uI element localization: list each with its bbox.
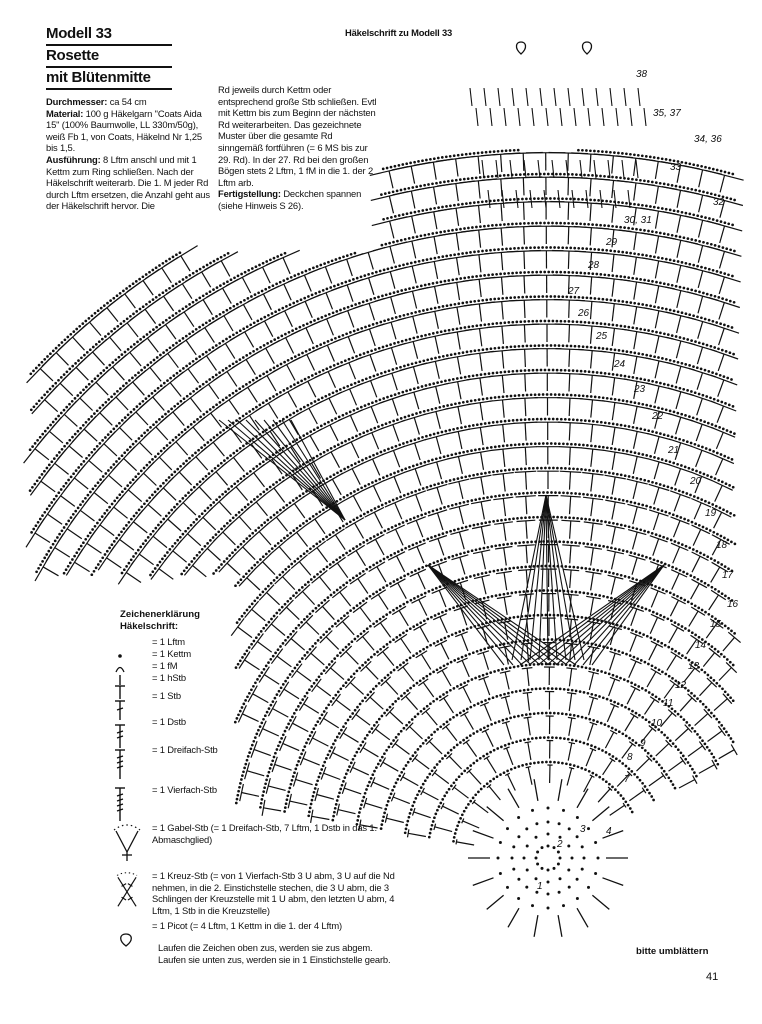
- round-label: 29: [606, 237, 618, 248]
- round-label: 9: [640, 738, 646, 749]
- model-number: Modell 33: [46, 24, 172, 46]
- cross-stitch-icon: [112, 870, 142, 910]
- round-label: 30, 31: [624, 215, 652, 226]
- round-label: 3: [580, 824, 586, 835]
- round-label: 7: [624, 774, 630, 785]
- pattern-title-line2: mit Blütenmitte: [46, 68, 172, 90]
- round-label: 21: [668, 445, 680, 456]
- round-label: 33: [670, 162, 682, 173]
- round-label: 15: [710, 619, 722, 630]
- round-label: 23: [634, 384, 646, 395]
- legend-note: Laufen die Zeichen oben zus, werden sie zus abgem. Laufen sie unten zus, werden sie in 1 Einstichstelle gearb.: [158, 942, 391, 965]
- round-label: 13: [688, 661, 700, 672]
- turn-page-note: bitte umblättern: [636, 946, 709, 957]
- round-label: 8: [627, 752, 633, 763]
- legend-title: [120, 609, 240, 632]
- round-label: 14: [695, 640, 707, 651]
- legend-title-line1: Zeichenerklärung: [120, 609, 200, 620]
- round-label: 1: [537, 881, 543, 892]
- round-label: 19: [705, 508, 717, 519]
- quad-stb-icon: [112, 784, 142, 824]
- round-label: 4: [606, 826, 612, 837]
- round-label: 28: [588, 260, 600, 271]
- round-label: 2: [557, 839, 563, 850]
- legend-title-line2: Häkelschrift:: [120, 620, 179, 632]
- execution-value: 8 Lftm anschl und mit 1 Kettm zum Ring schließen. Nach der Häkelschrift weiterarb. Die 1. M jeder Rd durch Lftm ersetzen, die Anzahl geht aus der Häkelschrift hervor. Die: [46, 153, 210, 212]
- round-label: 35, 37: [653, 108, 681, 119]
- chart-title: Häkelschrift zu Modell 33: [345, 27, 453, 38]
- round-label: 17: [722, 570, 734, 581]
- finishing-value: Deckchen spannen (siehe Hinweis S 26).: [218, 188, 362, 211]
- round-label: 22: [652, 411, 664, 422]
- instructions-continuation: Rd jeweils durch Kettm oder entsprechend große Stb schließen. Evtl mit Kettm bis zum Beginn der nächsten Rd weiterarbeiten. Das gezeichnete Muster über die gesamte Rd sinngemäß fortführen (= 6 MS bis zur 29. Rd). In der 27. Rd bei den großen Bögen stets 2 Lftm, 1 fM in die 1. der 2 Lftm arb.: [218, 84, 377, 188]
- material-label: Material:: [46, 107, 84, 119]
- round-label: 12: [675, 680, 687, 691]
- round-label: 26: [578, 308, 590, 319]
- round-label: 24: [614, 359, 626, 370]
- material-value: 100 g Häkelgarn "Coats Aida 15" (100% Baumwolle, LL 330m/50g), weiß Fb 1, von Coats, Häkelnd Nr 1,25 bis 1,5.: [46, 107, 202, 154]
- round-label: 20: [690, 476, 702, 487]
- round-label: 27: [568, 286, 580, 297]
- picot-icon: [112, 920, 142, 960]
- page-number: 41: [706, 971, 719, 983]
- fork-stitch-icon: [112, 822, 142, 862]
- diameter-value: ca 54 cm: [107, 96, 147, 107]
- diameter-label: Durchmesser:: [46, 96, 108, 107]
- triple-stb-icon: [112, 744, 142, 784]
- round-label: 38: [636, 69, 648, 80]
- round-label: 18: [716, 540, 728, 551]
- round-label: 10: [651, 718, 663, 729]
- round-label: 16: [727, 599, 739, 610]
- finishing-label: Fertigstellung:: [218, 188, 281, 200]
- round-label: 32: [713, 197, 725, 208]
- round-label: 25: [596, 331, 608, 342]
- pattern-title-line1: Rosette: [46, 46, 172, 68]
- round-label: 11: [663, 698, 674, 709]
- execution-label: Ausführung:: [46, 153, 101, 165]
- round-label: 34, 36: [694, 134, 722, 145]
